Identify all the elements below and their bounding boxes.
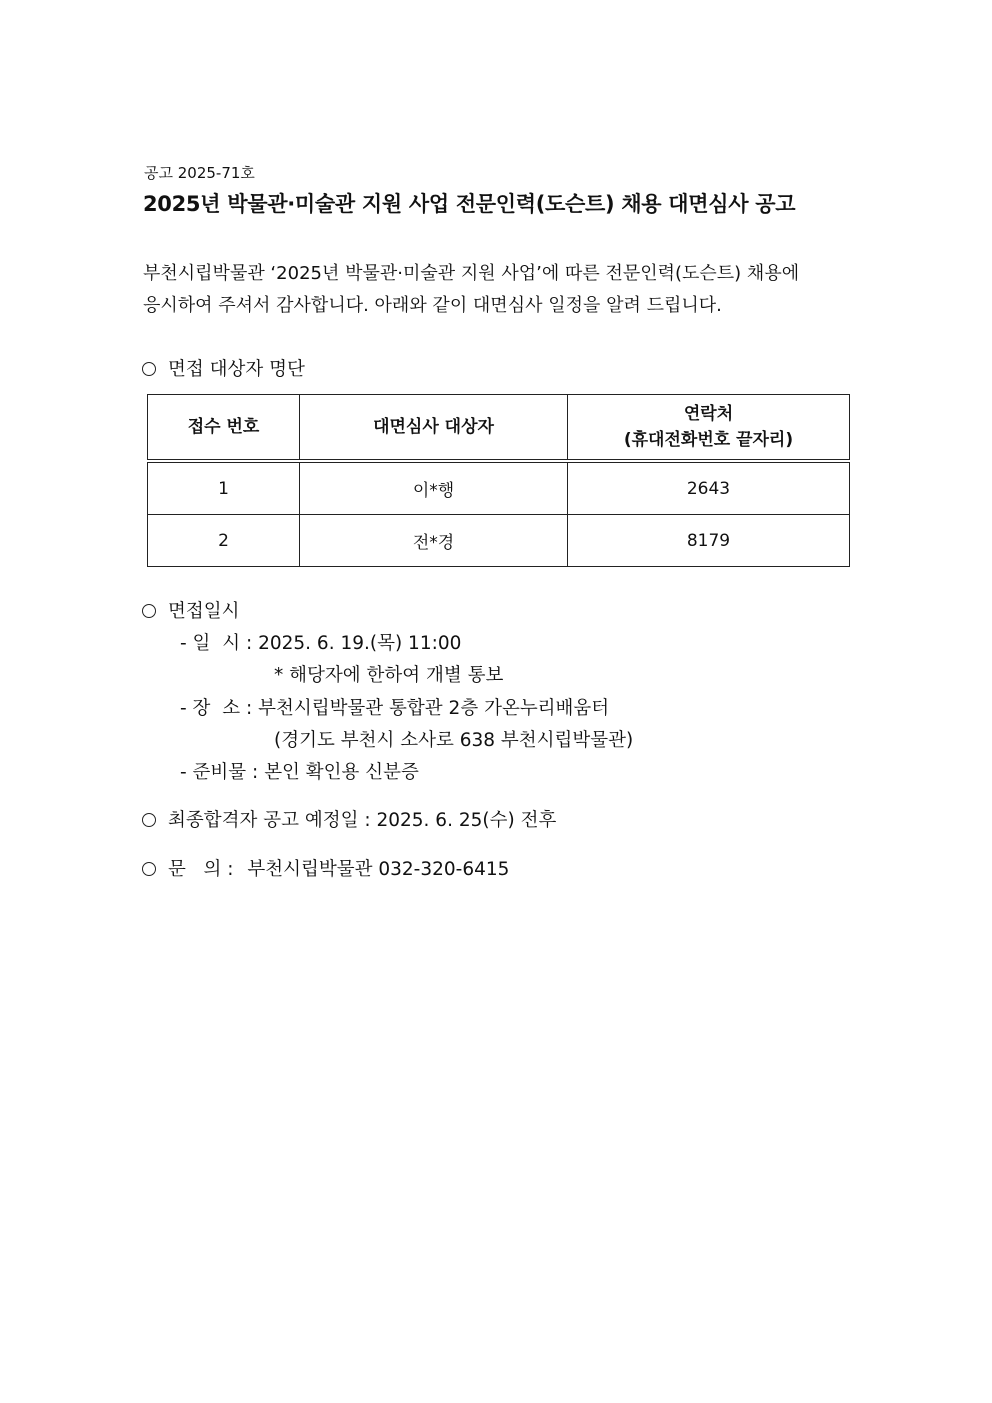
items-value: 본인 확인용 신분증 — [264, 762, 419, 783]
table-header-row — [148, 395, 850, 462]
column-header-candidate: 대면심사 대상자 — [300, 395, 568, 462]
circle-bullet-icon — [142, 862, 156, 876]
date-label: - 일 시 : — [180, 633, 253, 654]
contact-header-line-2: (휴대전화번호 끝자리) — [623, 430, 794, 450]
interview-place-row — [180, 694, 609, 720]
cell-number: 1 — [148, 461, 300, 515]
candidates-section-heading — [142, 355, 305, 381]
cell-number: 2 — [148, 515, 300, 567]
circle-bullet-icon — [142, 362, 156, 376]
page-title: 2025년 박물관·미술관 지원 사업 전문인력(도슨트) 채용 대면심사 공고 — [143, 192, 796, 216]
candidates-heading: 면접 대상자 명단 — [168, 359, 305, 380]
column-header-contact — [568, 395, 850, 462]
final-announcement — [142, 806, 556, 832]
place-label: - 장 소 : — [180, 698, 253, 719]
intro-line-2: 응시하여 주셔서 감사합니다. 아래와 같이 대면심사 일정을 알려 드립니다. — [143, 295, 722, 316]
candidates-table — [147, 394, 850, 567]
interview-section-heading — [142, 597, 239, 623]
date-note: * 해당자에 한하여 개별 통보 — [274, 665, 504, 686]
cell-candidate: 전*경 — [300, 515, 568, 567]
place-value: 부천시립박물관 통합관 2층 가온누리배움터 — [258, 698, 610, 719]
inquiry-row — [142, 855, 509, 881]
table-row — [148, 461, 850, 515]
intro-paragraph — [143, 258, 863, 322]
notice-number: 공고 2025-71호 — [144, 164, 255, 182]
items-label: - 준비물 : — [180, 762, 259, 783]
place-address: (경기도 부천시 소사로 638 부천시립박물관) — [274, 730, 634, 751]
cell-phone: 8179 — [568, 515, 850, 567]
cell-candidate: 이*행 — [300, 461, 568, 515]
interview-date-row — [180, 629, 461, 655]
inquiry-value: 부천시립박물관 032-320-6415 — [247, 859, 510, 880]
circle-bullet-icon — [142, 604, 156, 618]
date-value: 2025. 6. 19.(목) 11:00 — [258, 633, 462, 654]
inquiry-label: 문 의 : — [168, 859, 234, 880]
circle-bullet-icon — [142, 813, 156, 827]
table-row — [148, 515, 850, 567]
cell-phone: 2643 — [568, 461, 850, 515]
column-header-number: 접수 번호 — [148, 395, 300, 462]
intro-line-1: 부천시립박물관 ‘2025년 박물관·미술관 지원 사업’에 따른 전문인력(도슨트) 채용에 — [143, 263, 800, 284]
final-announcement-text: 최종합격자 공고 예정일 : 2025. 6. 25(수) 전후 — [168, 810, 557, 831]
contact-header-line-1: 연락처 — [683, 404, 734, 424]
interview-items-row — [180, 758, 419, 784]
interview-heading: 면접일시 — [168, 601, 240, 622]
